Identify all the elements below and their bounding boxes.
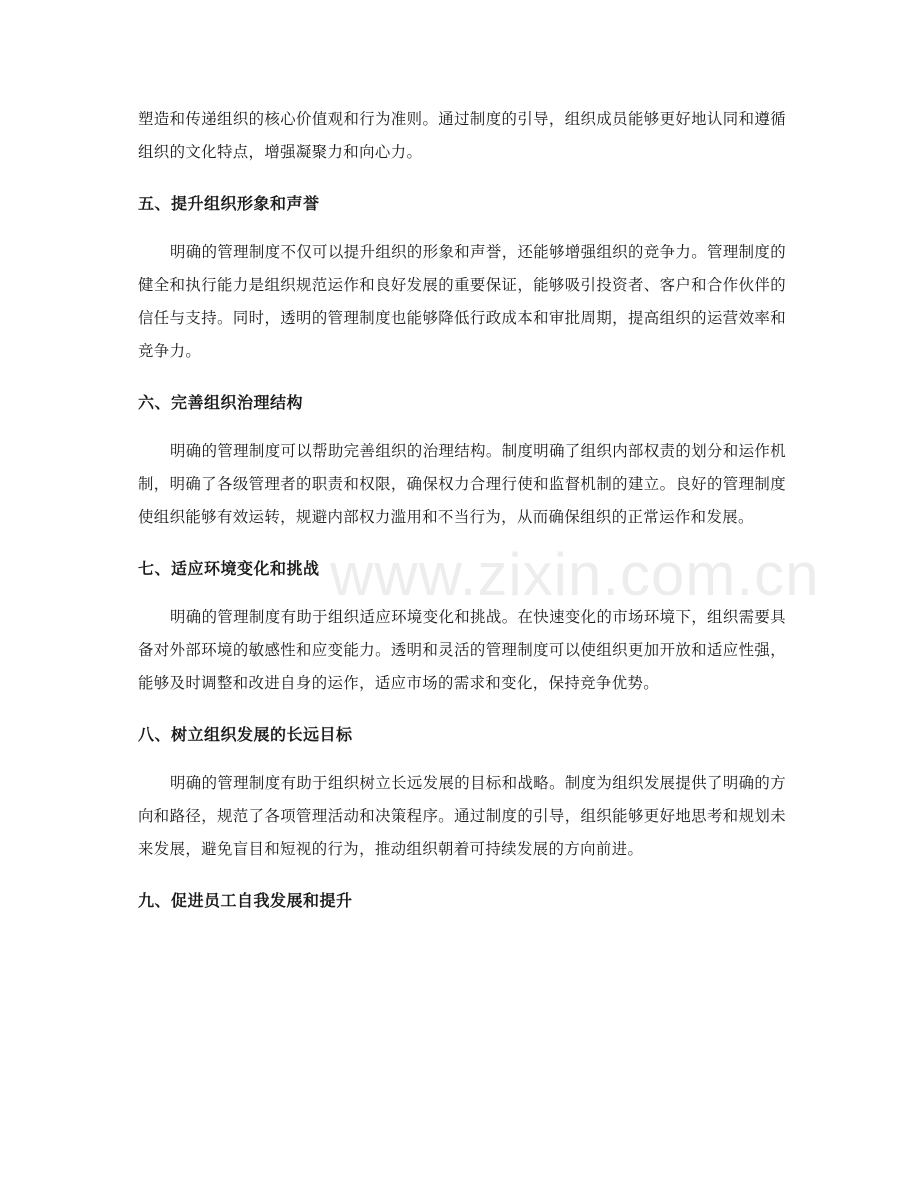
section-body-5: 明确的管理制度不仅可以提升组织的形象和声誉，还能够增强组织的竞争力。管理制度的健全和执行能力是组织规范运作和良好发展的重要保证，能够吸引投资者、客户和合作伙伴的信任与支持。同时，透明的管理制度也能够降低行政成本和审批周期，提高组织的运营效率和竞争力。 bbox=[138, 243, 786, 360]
section-body-8: 明确的管理制度有助于组织树立长远发展的目标和战略。制度为组织发展提供了明确的方向和路径，规范了各项管理活动和决策程序。通过制度的引导，组织能够更好地思考和规划未来发展，避免盲目和短视的行为，推动组织朝着可持续发展的方向前进。 bbox=[138, 774, 786, 858]
intro-paragraph: 塑造和传递组织的核心价值观和行为准则。通过制度的引导，组织成员能够更好地认同和遵循组织的文化特点，增强凝聚力和向心力。 bbox=[138, 110, 786, 161]
document-content bbox=[138, 103, 786, 917]
section-heading-5: 五、提升组织形象和声誉 bbox=[138, 194, 320, 213]
section-body-7: 明确的管理制度有助于组织适应环境变化和挑战。在快速变化的市场环境下，组织需要具备对外部环境的敏感性和应变能力。透明和灵活的管理制度可以使组织更加开放和适应性强，能够及时调整和改进自身的运作，适应市场的需求和变化，保持竞争优势。 bbox=[138, 608, 786, 692]
watermark: www.zixin.com.cn bbox=[330, 541, 820, 608]
section-heading-9: 九、促进员工自我发展和提升 bbox=[138, 891, 353, 910]
section-body-6: 明确的管理制度可以帮助完善组织的治理结构。制度明确了组织内部权责的划分和运作机制，明确了各级管理者的职责和权限，确保权力合理行使和监督机制的建立。良好的管理制度使组织能够有效运转，规避内部权力滥用和不当行为，从而确保组织的正常运作和发展。 bbox=[138, 442, 786, 526]
section-heading-6: 六、完善组织治理结构 bbox=[138, 393, 304, 412]
section-heading-7: 七、适应环境变化和挑战 bbox=[138, 559, 320, 578]
section-heading-8: 八、树立组织发展的长远目标 bbox=[138, 725, 353, 744]
